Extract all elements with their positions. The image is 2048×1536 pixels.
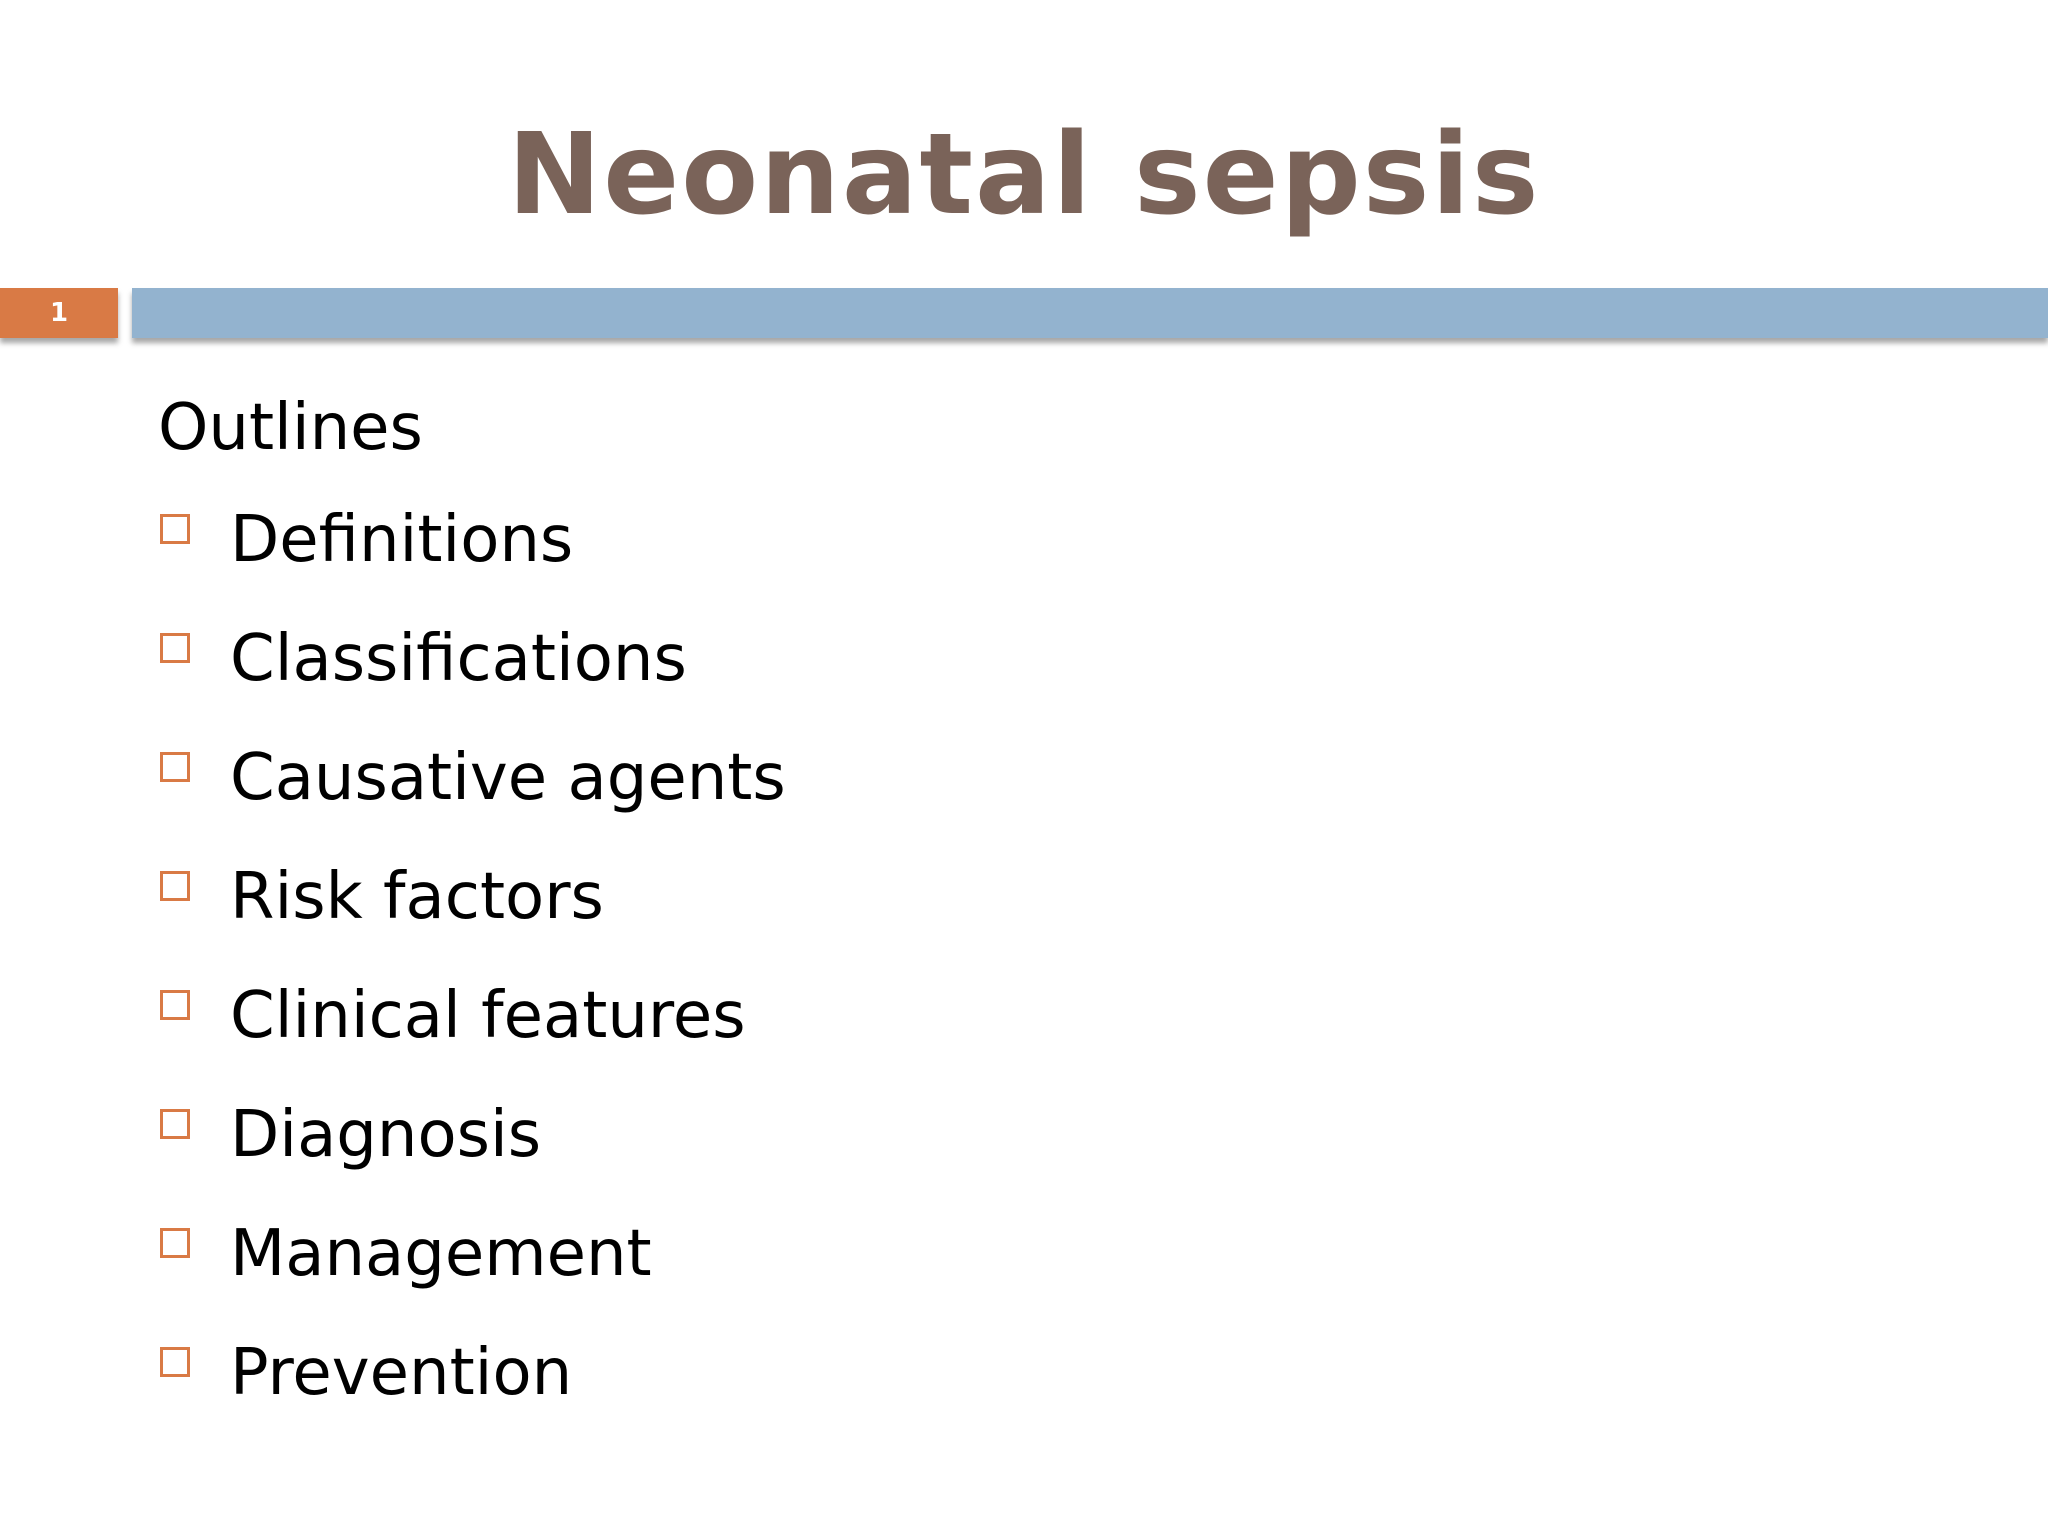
square-bullet-icon [160,1228,190,1258]
list-item-text: Causative agents [230,741,786,815]
list-item [160,738,786,857]
list-item-text: Risk factors [230,860,604,934]
slide-title: Neonatal sepsis [507,110,1541,240]
square-bullet-icon [160,514,190,544]
outline-heading: Outlines [158,391,423,465]
list-item-text: Management [230,1217,652,1291]
list-item [160,1095,786,1214]
list-item [160,619,786,738]
list-item-text: Prevention [230,1336,573,1410]
square-bullet-icon [160,633,190,663]
list-item [160,1214,786,1333]
list-item [160,976,786,1095]
header-divider-bar [132,288,2048,338]
list-item [160,857,786,976]
list-item [160,1333,786,1452]
square-bullet-icon [160,752,190,782]
square-bullet-icon [160,871,190,901]
square-bullet-icon [160,1109,190,1139]
list-item [160,500,786,619]
square-bullet-icon [160,1347,190,1377]
list-item-text: Diagnosis [230,1098,542,1172]
square-bullet-icon [160,990,190,1020]
outline-list [160,500,786,1452]
page-number-badge: 1 [0,288,118,338]
list-item-text: Classifications [230,622,687,696]
list-item-text: Clinical features [230,979,746,1053]
list-item-text: Definitions [230,503,574,577]
